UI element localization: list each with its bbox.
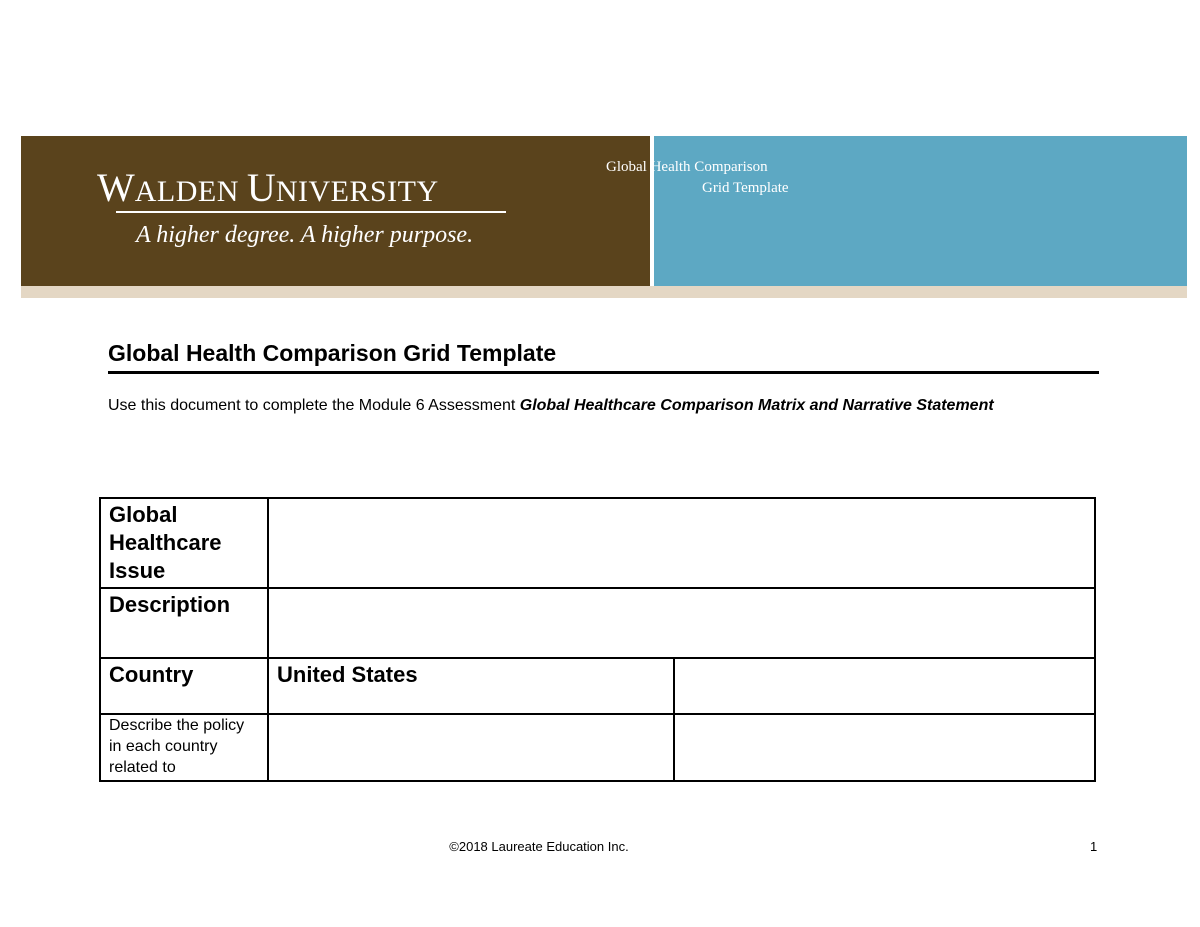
logo-tagline: A higher degree. A higher purpose. — [136, 222, 474, 248]
footer-copyright: ©2018 Laureate Education Inc. — [449, 839, 629, 854]
grid-label-policy: Describe the policy in each country related to — [100, 714, 268, 781]
grid-cell-policy-1[interactable] — [268, 714, 674, 781]
logo-word-part: ALDEN — [134, 175, 247, 208]
header-title-line-2: Grid Template — [702, 180, 789, 196]
grid-cell-country-1[interactable]: United States — [268, 658, 674, 714]
grid-label-issue: Global Healthcare Issue — [100, 498, 268, 588]
grid-cell-policy-2[interactable] — [674, 714, 1095, 781]
walden-university-logo — [97, 165, 517, 210]
title-underline — [108, 371, 1099, 374]
grid-cell-description[interactable] — [268, 588, 1095, 658]
grid-row-country — [100, 658, 1095, 714]
grid-cell-issue[interactable] — [268, 498, 1095, 588]
grid-label-country: Country — [100, 658, 268, 714]
logo-letter: U — [246, 165, 276, 210]
grid-cell-country-2[interactable] — [674, 658, 1095, 714]
header-title-line-1: Global Health Comparison — [606, 159, 768, 175]
logo-letter: W — [97, 165, 135, 210]
header-banner-strip — [21, 286, 1187, 298]
intro-assessment-name: Global Healthcare Comparison Matrix and Narrative Statement — [519, 397, 994, 414]
footer-page-number: 1 — [1090, 839, 1098, 854]
grid-row-description — [100, 588, 1095, 658]
logo-word-part: NIVERSITY — [275, 175, 439, 208]
comparison-grid — [99, 497, 1096, 782]
intro-paragraph — [108, 395, 1068, 416]
grid-row-issue — [100, 498, 1095, 588]
intro-text: Use this document to complete the Module 6 Assessment — [108, 397, 520, 414]
grid-row-policy — [100, 714, 1095, 781]
header-document-title — [606, 157, 806, 199]
logo-underline — [116, 211, 506, 213]
page-title: Global Health Comparison Grid Template — [108, 340, 557, 366]
grid-label-description: Description — [100, 588, 268, 658]
